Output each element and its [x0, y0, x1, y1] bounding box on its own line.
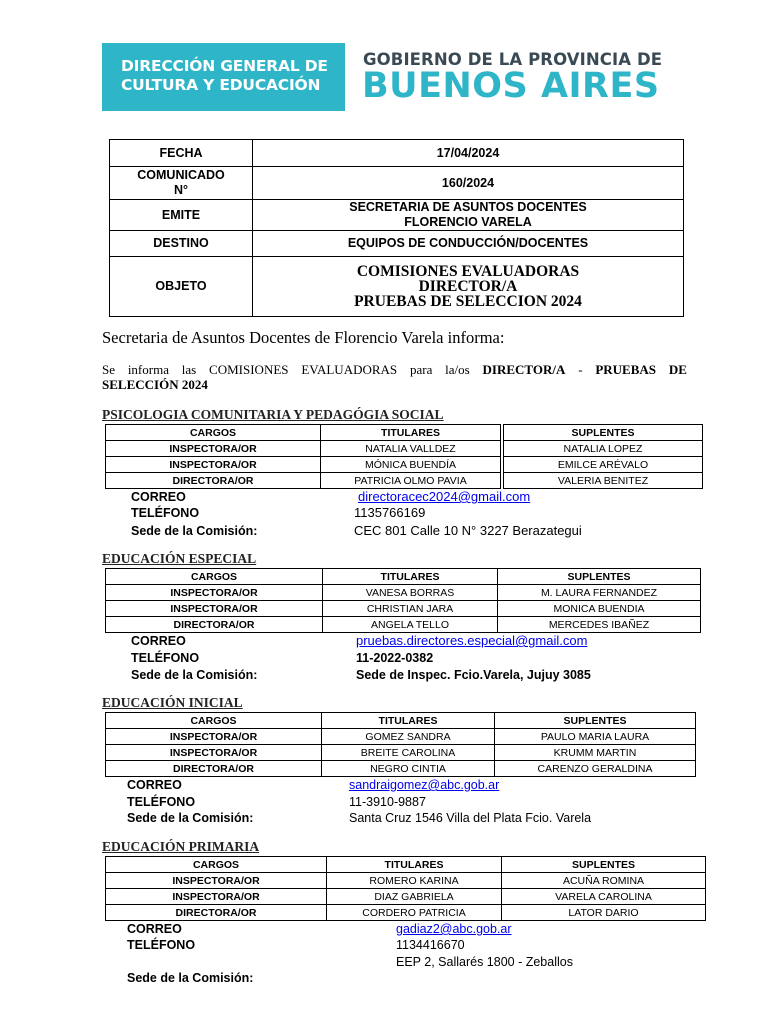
section-title: EDUCACIÓN INICIAL	[102, 695, 243, 710]
phone: 11-3910-9887	[349, 795, 426, 809]
col-cargos: CARGOS	[106, 425, 321, 441]
emite-value: SECRETARIA DE ASUNTOS DOCENTES FLORENCIO VARELA	[253, 200, 684, 231]
destino-value: EQUIPOS DE CONDUCCIÓN/DOCENTES	[253, 231, 684, 257]
table-row: DIRECTORA/OR CORDERO PATRICIA LATOR DARIO	[106, 905, 706, 921]
commission-table: CARGOS TITULARES SUPLENTES INSPECTORA/OR ROMERO KARINA ACUÑA ROMINA INSPECTORA/OR DIAZ GABRIELA VARELA CAROLINA DIRECTORA/OR CORDERO PATRICIA LATOR DARIO	[105, 856, 706, 921]
fecha-label: FECHA	[110, 140, 253, 167]
sede: Santa Cruz 1546 Villa del Plata Fcio. Varela	[349, 811, 592, 825]
comunicado-value: 160/2024	[253, 167, 684, 200]
objeto-label: OBJETO	[110, 257, 253, 317]
table-row: INSPECTORA/OR ROMERO KARINA ACUÑA ROMINA	[106, 873, 706, 889]
phone: 11-2022-0382	[356, 651, 434, 665]
col-titulares: TITULARES	[321, 425, 501, 441]
sede: EEP 2, Sallarés 1800 - Zeballos	[396, 955, 573, 969]
table-row: INSPECTORA/OR GOMEZ SANDRA PAULO MARIA LAURA	[106, 729, 696, 745]
gov-logo-small: GOBIERNO DE LA PROVINCIA DE	[363, 50, 663, 69]
header-table	[109, 139, 684, 317]
email-link[interactable]: directoracec2024@gmail.com	[358, 489, 531, 504]
sede: CEC 801 Calle 10 N° 3227 Berazategui	[354, 523, 582, 538]
objeto-value: COMISIONES EVALUADORAS DIRECTOR/A PRUEBAS DE SELECCION 2024	[253, 257, 684, 317]
phone: 1134416670	[396, 938, 465, 952]
logo-line-2: CULTURA Y EDUCACIÓN	[121, 76, 321, 94]
intro-text: Secretaria de Asuntos Docentes de Florencio Varela informa:	[102, 328, 505, 347]
commission-table	[105, 424, 703, 489]
section-title: EDUCACIÓN PRIMARIA	[102, 839, 260, 854]
commission-table: CARGOS TITULARES SUPLENTES INSPECTORA/OR GOMEZ SANDRA PAULO MARIA LAURA INSPECTORA/OR BREITE CAROLINA KRUMM MARTIN DIRECTORA/OR NEGRO CINTIA CARENZO GERALDINA	[105, 712, 696, 777]
col-suplentes: SUPLENTES	[504, 425, 703, 441]
phone: 1135766169	[354, 505, 426, 520]
table-row: INSPECTORA/OR CHRISTIAN JARA MONICA BUENDIA	[106, 601, 701, 617]
email-link[interactable]: pruebas.directores.especial@gmail.com	[356, 633, 588, 648]
table-row: DIRECTORA/OR NEGRO CINTIA CARENZO GERALDINA	[106, 761, 696, 777]
intro-paragraph: Se informa las COMISIONES EVALUADORAS para la/os DIRECTOR/A - PRUEBAS DE SELECCIÓN 2024	[102, 362, 687, 392]
sede: Sede de Inspec. Fcio.Varela, Jujuy 3085	[356, 668, 591, 682]
comunicado-label: COMUNICADO N°	[110, 167, 253, 200]
email-link[interactable]: gadiaz2@abc.gob.ar	[396, 922, 512, 936]
table-row: INSPECTORA/OR MÓNICA BUENDÍA EMILCE ARÉVALO	[106, 457, 703, 473]
email-link[interactable]: sandraigomez@abc.gob.ar	[349, 778, 500, 792]
section-title: PSICOLOGIA COMUNITARIA Y PEDAGÓGIA SOCIAL	[102, 407, 444, 422]
fecha-value: 17/04/2024	[253, 140, 684, 167]
dgcye-logo	[102, 43, 345, 111]
table-row: INSPECTORA/OR VANESA BORRAS M. LAURA FERNANDEZ	[106, 585, 701, 601]
commission-table: CARGOS TITULARES SUPLENTES INSPECTORA/OR VANESA BORRAS M. LAURA FERNANDEZ INSPECTORA/OR CHRISTIAN JARA MONICA BUENDIA DIRECTORA/OR ANGELA TELLO MERCEDES IBAÑEZ	[105, 568, 701, 633]
table-row: INSPECTORA/OR DIAZ GABRIELA VARELA CAROLINA	[106, 889, 706, 905]
table-row: DIRECTORA/OR PATRICIA OLMO PAVIA VALERIA BENITEZ	[106, 473, 703, 489]
destino-label: DESTINO	[110, 231, 253, 257]
logo-line-1: DIRECCIÓN GENERAL DE	[121, 57, 328, 75]
section-title: EDUCACIÓN ESPECIAL	[102, 551, 257, 566]
emite-label: EMITE	[110, 200, 253, 231]
table-row: INSPECTORA/OR BREITE CAROLINA KRUMM MARTIN	[106, 745, 696, 761]
table-row: INSPECTORA/OR NATALIA VALLDEZ NATALIA LOPEZ	[106, 441, 703, 457]
table-row: DIRECTORA/OR ANGELA TELLO MERCEDES IBAÑEZ	[106, 617, 701, 633]
gov-logo-big: BUENOS AIRES	[362, 66, 660, 106]
